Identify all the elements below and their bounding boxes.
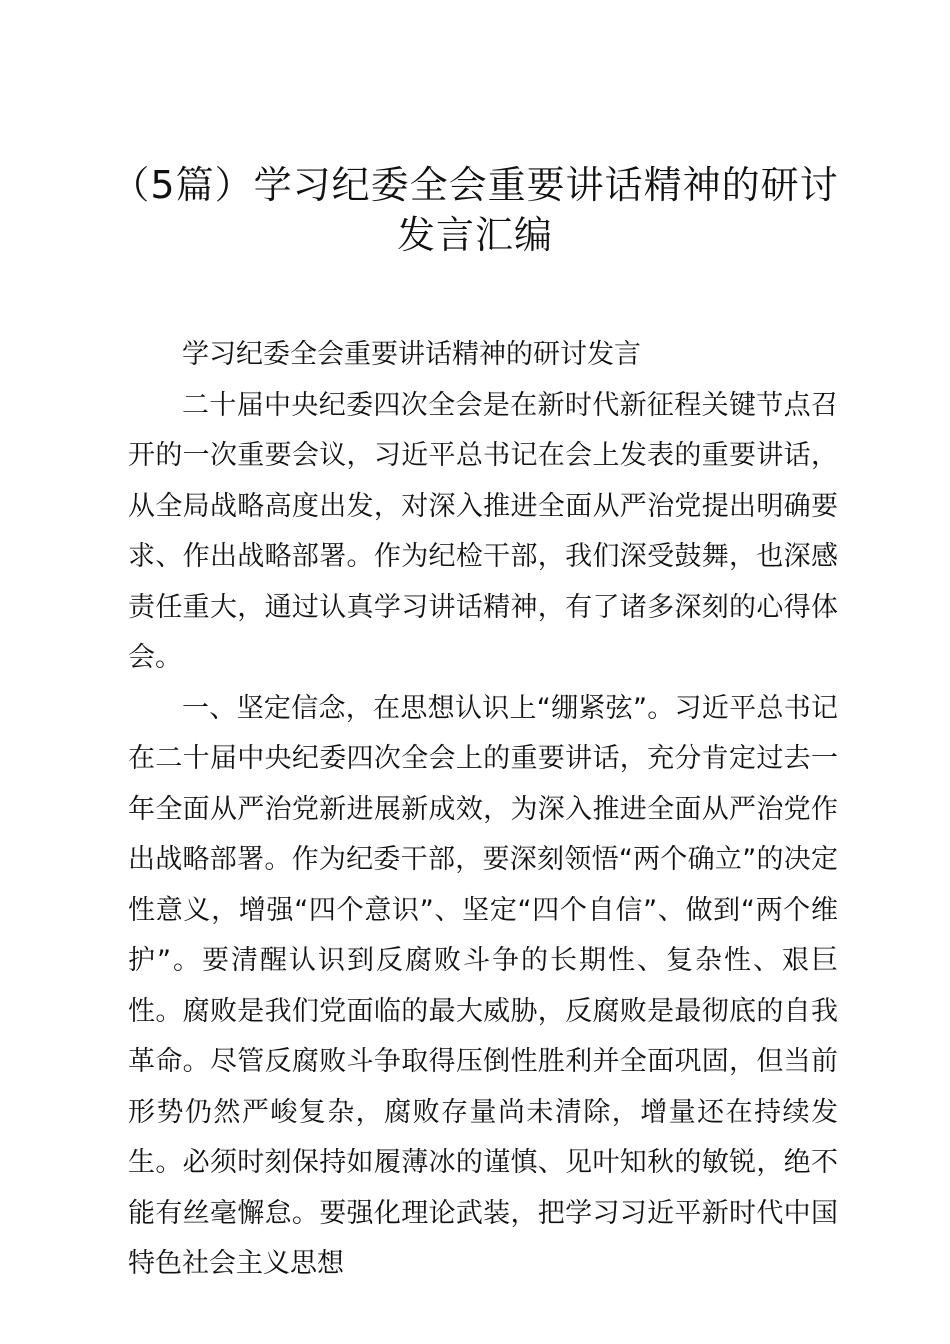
document-title: （5篇）学习纪委全会重要讲话精神的研讨发言汇编 [111, 163, 839, 257]
section-heading: 学习纪委全会重要讲话精神的研讨发言 [182, 339, 641, 370]
body-paragraph: 二十届中央纪委四次全会是在新时代新征程关键节点召开的一次重要会议，习近平总书记在会上发表的重要讲话，从全局战略高度出发，对深入推进全面从严治党提出明确要求、作出战略部署。作为纪检干部，我们深受鼓舞，也深感责任重大，通过认真学习讲话精神，有了诸多深刻的心得体会。 [128, 389, 838, 673]
document-body [128, 330, 838, 1290]
body-paragraph: 一、坚定信念，在思想认识上“绷紧弦”。习近平总书记在二十届中央纪委四次全会上的重要讲话，充分肯定过去一年全面从严治党新进展新成效，为深入推进全面从严治党作出战略部署。作为纪委干部，要深刻领悟“两个确立”的决定性意义，增强“四个意识”、坚定“四个自信”、做到“两个维护”。要清醒认识到反腐败斗争的长期性、复杂性、艰巨性。腐败是我们党面临的最大威胁，反腐败是最彻底的自我革命。尽管反腐败斗争取得压倒性胜利并全面巩固，但当前形势仍然严峻复杂，腐败存量尚未清除，增量还在持续发生。必须时刻保持如履薄冰的谨慎、见叶知秋的敏锐，绝不能有丝毫懈怠。要强化理论武装，把学习习近平新时代中国特色社会主义思想 [128, 692, 838, 1279]
